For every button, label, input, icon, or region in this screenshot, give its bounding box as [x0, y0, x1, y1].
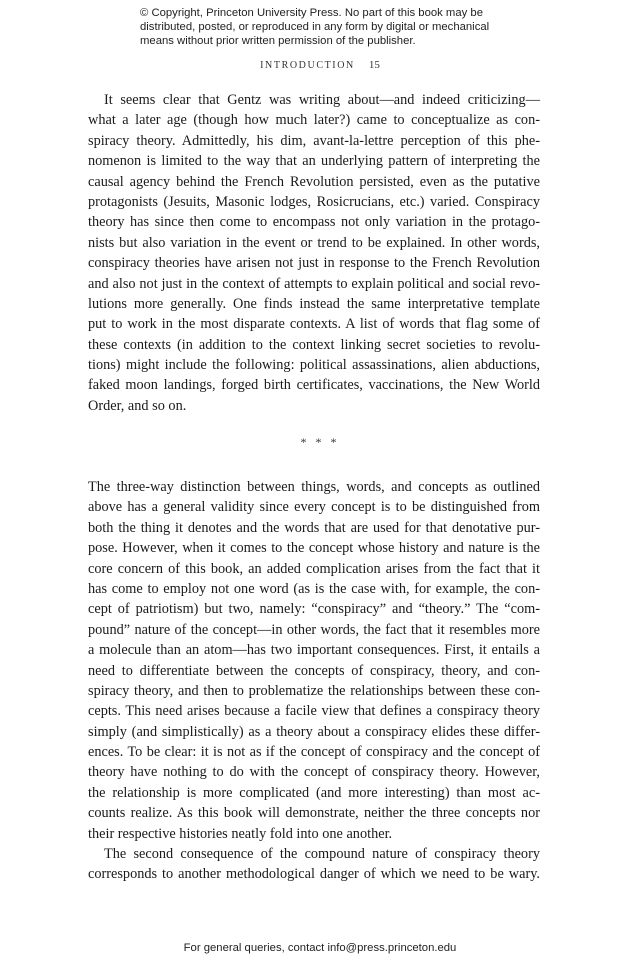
text-line: conspiracy theories have arisen not just in response to the French Revolution — [88, 255, 540, 272]
page-number: 15 — [368, 59, 380, 71]
text-line: pose. However, when it comes to the concept whose history and nature is the — [88, 540, 540, 557]
text-line: faked moon landings, forged birth certificates, vaccinations, the New World — [88, 377, 540, 394]
text-line: these contexts (in addition to the context linking secret societies to revolu- — [88, 336, 540, 353]
text-line: has come to employ not one word (as is the case with, for example, the con- — [88, 580, 540, 597]
text-line: The second consequence of the compound nature of conspiracy theory — [104, 846, 540, 862]
running-head-title: INTRODUCTION — [260, 60, 355, 71]
text-line: cepts. This need arises because a facile view that defines a conspiracy theory — [88, 703, 540, 720]
paragraph — [88, 844, 540, 885]
text-line: both the thing it denotes and the words that are used for that denotative pur- — [88, 519, 540, 536]
text-line: need to differentiate between the concepts of conspiracy, theory, and con- — [88, 662, 540, 679]
text-line: theory have nothing to do with the concept of conspiracy theory. However, — [88, 764, 540, 781]
text-line: pound” nature of the concept—in other words, the fact that it resembles more — [88, 621, 540, 638]
text-line: the relationship is more complicated (and more interesting) than most ac- — [88, 784, 540, 801]
text-line: Order, and so on. — [88, 397, 187, 414]
text-line: causal agency behind the French Revolution persisted, even as the putative — [88, 173, 540, 190]
text-line: their respective histories neatly fold into one another. — [88, 825, 393, 842]
text-line: core concern of this book, an added complication arises from the fact that it — [88, 560, 540, 577]
text-line: simply (and simplistically) as a theory about a conspiracy elides these differ- — [88, 723, 540, 740]
text-line: cept of patriotism) but two, namely: “conspiracy” and “theory.” The “com- — [88, 601, 540, 618]
text-line: corresponds to another methodological danger of which we need to be wary. — [88, 866, 540, 883]
copyright-line: © Copyright, Princeton University Press. No part of this book may be — [140, 7, 483, 19]
copyright-line: means without prior written permission of the publisher. — [140, 35, 416, 47]
paragraph — [88, 477, 540, 844]
text-line: spiracy theory. Admittedly, his dim, avant-la-lettre perception of this phe- — [88, 132, 540, 149]
copyright-line: distributed, posted, or reproduced in any form by digital or mechanical — [140, 21, 490, 33]
text-line: a molecule than an atom—has two important consequences. First, it entails a — [88, 642, 540, 659]
text-line: spiracy theory, and then to problematize the relationships between these con- — [88, 682, 540, 699]
paragraph — [88, 90, 540, 416]
text-line: ences. To be clear: it is not as if the concept of conspiracy and the concept of — [88, 744, 540, 761]
text-line: The three-way distinction between things, words, and concepts as outlined — [88, 479, 540, 495]
text-line: protagonists (Jesuits, Masonic lodges, Rosicrucians, etc.) varied. Conspiracy — [88, 193, 540, 210]
running-head — [0, 59, 640, 71]
text-line: It seems clear that Gentz was writing about—and indeed criticizing— — [104, 92, 540, 108]
footer-contact: For general queries, contact info@press.princeton.edu — [183, 942, 457, 954]
text-line: counts realize. As this book will demonstrate, neither the three concepts nor — [88, 805, 540, 822]
text-line: above has a general validity since every concept is to be distinguished from — [88, 499, 540, 516]
text-line: and also not just in the context of attempts to explain political and social revo- — [88, 275, 540, 292]
text-line: theory has since then come to encompass not only variation in the protago- — [88, 214, 540, 231]
text-line: tions) might include the following: political assassinations, alien abductions, — [88, 357, 540, 374]
text-line: nomenon is limited to the way that an underlying pattern of interpreting the — [88, 153, 540, 170]
text-line: lutions more generally. One finds instead the same interpretative template — [88, 295, 540, 312]
text-line: what a later age (though how much later?) came to conceptualize as con- — [88, 112, 540, 129]
copyright-notice — [140, 6, 520, 48]
text-line: put to work in the most disparate contexts. A list of words that flag some of — [88, 316, 540, 333]
text-line: nists but also variation in the event or trend to be explained. In other words, — [88, 234, 540, 251]
section-break: * * * — [300, 435, 340, 449]
